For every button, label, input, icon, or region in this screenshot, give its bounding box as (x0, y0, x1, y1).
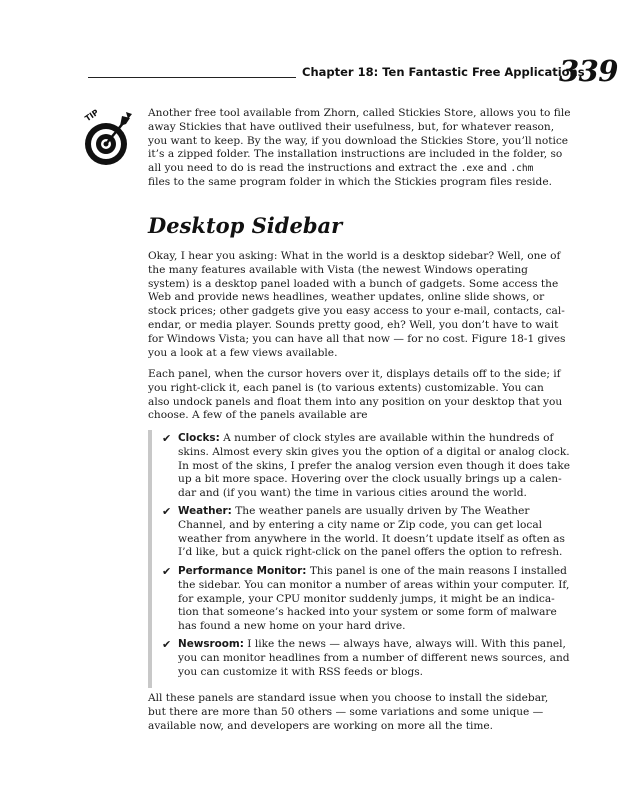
tip-line: files to the same program folder in which the Stickies program files reside. (148, 175, 552, 188)
text-line: Web and provide news headlines, weather updates, online slide shows, or (148, 291, 545, 304)
bullet-line (178, 565, 568, 579)
bullet-label: Weather: (178, 505, 232, 517)
bullet-line: dar and (if you want) the time in various cities around the world. (178, 487, 527, 500)
bullet-line: you can customize it with RSS feeds or blogs. (178, 665, 424, 678)
bullet-line: tion that someone’s hacked into your system or some form of malware (178, 606, 557, 619)
bullet-line: In most of the skins, I prefer the analog version even though it does take (178, 459, 571, 472)
page-number: 339 (558, 54, 618, 88)
bullet-text (178, 505, 568, 560)
bullet-line: has found a new home on your hard drive. (178, 620, 406, 633)
bullet-line: I’d like, but a quick right-click on the panel offers the option to refresh. (178, 546, 563, 559)
body-paragraph-2 (148, 368, 563, 423)
bullet-text (178, 638, 568, 679)
bullet-line: up a bit more space. Hovering over the clock usually brings up a calen- (178, 473, 562, 486)
tip-line: Another free tool available from Zhorn, called Stickies Store, allows you to file (148, 107, 571, 119)
bullet-label: Newsroom: (178, 638, 244, 650)
bullet-line: for example, your CPU monitor suddenly jumps, it might be an indica- (178, 592, 555, 605)
text-line: choose. A few of the panels available are (148, 409, 368, 422)
bullet-line: skins. Almost every skin gives you the option of a digital or analog clock. (178, 445, 570, 458)
code-exe: .exe (460, 163, 484, 175)
bullet-line (178, 432, 568, 446)
tip-line-text: all you need to do is read the instructions and extract the (148, 162, 461, 175)
checkmark-icon: ✔ (162, 505, 172, 518)
bullet-line-text: This panel is one of the main reasons I installed (306, 565, 567, 577)
bullet-line-text: I like the news — always have, always will. With this panel, (243, 638, 566, 650)
tip-line: it’s a zipped folder. The installation instructions are included in the folder, so (148, 148, 563, 161)
text-line: you a look at a few views available. (148, 346, 338, 359)
text-line: also undock panels and float them into any position on your desktop that you (148, 395, 563, 408)
text-line: endar, or media player. Sounds pretty good, eh? Well, you don’t have to wait (148, 318, 559, 331)
bullet-line: weather from anywhere in the world. It doesn’t update itself as often as (178, 532, 565, 545)
text-line: system) is a desktop panel loaded with a bunch of gadgets. Some access the (148, 277, 559, 290)
bullet-label: Performance Monitor: (178, 565, 307, 577)
bullet-text (178, 565, 568, 634)
checkmark-icon: ✔ (162, 432, 172, 445)
section-heading: Desktop Sidebar (148, 213, 343, 238)
text-line: stock prices; other gadgets give you easy access to your e-mail, contacts, cal- (148, 305, 565, 318)
text-line: Okay, I hear you asking: What in the world is a desktop sidebar? Well, one of (148, 250, 561, 262)
tip-line-text: and (483, 162, 511, 175)
checkmark-icon: ✔ (162, 638, 172, 651)
tip-paragraph (148, 107, 571, 190)
text-line: All these panels are standard issue when you choose to install the sidebar, (148, 692, 549, 704)
tip-line: you want to keep. By the way, if you download the Stickies Store, you’ll notice (148, 134, 569, 147)
chapter-title: Chapter 18: Ten Fantastic Free Applications (302, 65, 585, 79)
checkmark-icon: ✔ (162, 565, 172, 578)
text-line: you right-click it, each panel is (to various extents) customizable. You can (148, 381, 544, 394)
running-header (88, 54, 618, 88)
bullet-text (178, 432, 571, 501)
bullet-line-text: A number of clock styles are available within the hundreds of (219, 432, 554, 444)
header-rule (88, 77, 296, 78)
bullet-line: you can monitor headlines from a number of different news sources, and (178, 651, 570, 664)
tip-line (148, 162, 548, 176)
tip-target-icon (82, 104, 134, 168)
code-chm: .chm (510, 163, 534, 175)
body-paragraph-1 (148, 250, 566, 360)
text-line: Each panel, when the cursor hovers over it, displays details off to the side; if (148, 368, 561, 380)
bullet-line: the sidebar. You can monitor a number of areas within your computer. If, (178, 578, 570, 591)
bullet-line (178, 505, 568, 519)
text-line: the many features available with Vista (the newest Windows operating (148, 263, 528, 276)
body-paragraph-3 (148, 692, 548, 733)
bullet-list (148, 430, 572, 688)
tip-line: away Stickies that have outlived their usefulness, but, for whatever reason, (148, 120, 555, 133)
bullet-line (178, 638, 568, 652)
text-line: for Windows Vista; you can have all that now — for no cost. Figure 18-1 gives (148, 332, 566, 345)
bullet-label: Clocks: (178, 432, 220, 444)
tip-label: TIP (83, 107, 101, 124)
text-line: available now, and developers are working on more all the time. (148, 719, 494, 732)
text-line: but there are more than 50 others — some variations and some unique — (148, 705, 544, 718)
bullet-line-text: The weather panels are usually driven by The Weather (231, 505, 530, 517)
bullet-line: Channel, and by entering a city name or Zip code, you can get local (178, 518, 543, 531)
